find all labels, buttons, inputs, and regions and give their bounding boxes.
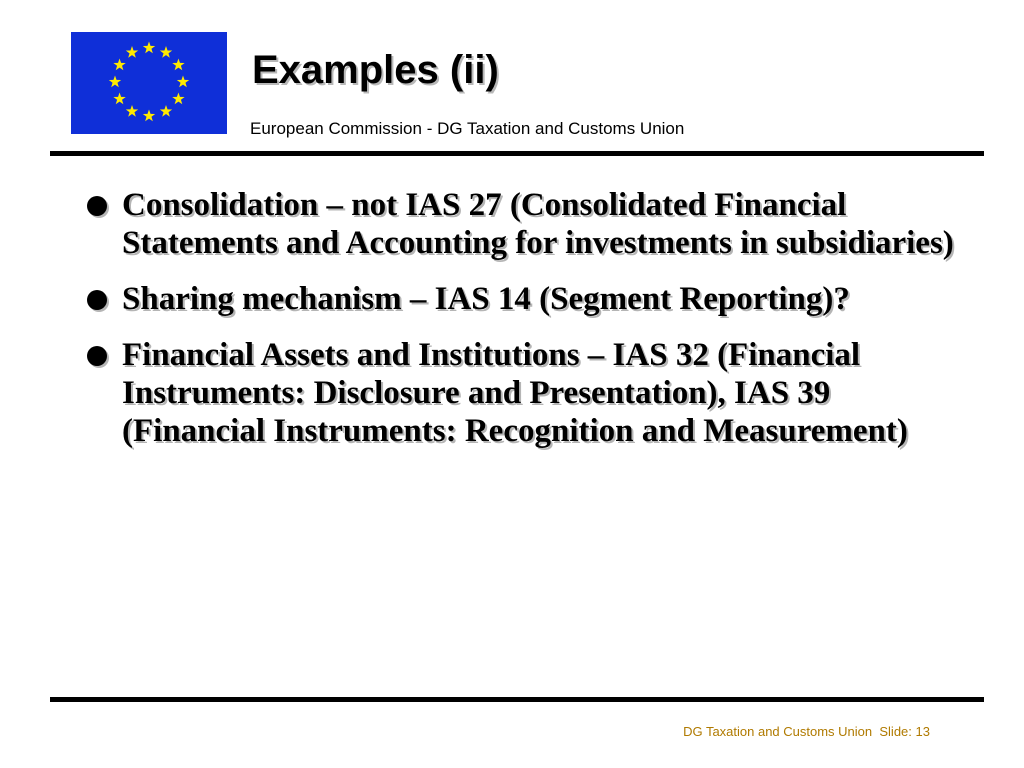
flag-star-icon: [160, 46, 172, 58]
flag-star-icon: [113, 59, 125, 71]
bullet-dot-icon: [87, 196, 107, 216]
flag-star-icon: [172, 59, 184, 71]
bullet-text: Consolidation – not IAS 27 (Consolidated Financial Statements and Accounting for investments in subsidiaries): [122, 187, 954, 261]
bullet-item: [84, 186, 964, 262]
footer-slide-label: Slide:: [879, 724, 912, 739]
flag-star-icon: [126, 46, 138, 58]
footer-slide-number: 13: [915, 724, 930, 739]
flag-star-icon: [143, 110, 155, 122]
footer-divider: [50, 697, 984, 702]
flag-star-icon: [143, 42, 155, 54]
flag-star-icon: [177, 76, 189, 88]
bullet-item: [84, 280, 964, 318]
flag-star-icon: [160, 105, 172, 117]
header-divider: [50, 151, 984, 156]
flag-star-icon: [109, 76, 121, 88]
bullet-dot-icon: [87, 290, 107, 310]
bullet-text: Financial Assets and Institutions – IAS 32 (Financial Instruments: Disclosure and Presentation), IAS 39 (Financial Instruments: Recognition and Measurement): [122, 337, 908, 449]
bullet-item: [84, 336, 964, 450]
bullet-dot-icon: [87, 346, 107, 366]
slide-footer: [683, 724, 930, 740]
bullet-list: [84, 186, 964, 468]
eu-flag-icon: [71, 32, 227, 134]
flag-star-icon: [126, 105, 138, 117]
footer-org: DG Taxation and Customs Union: [683, 724, 873, 739]
flag-star-icon: [113, 93, 125, 105]
bullet-text: Sharing mechanism – IAS 14 (Segment Reporting)?: [122, 281, 850, 317]
page-title: Examples (ii): [252, 48, 499, 92]
flag-star-icon: [172, 93, 184, 105]
page-subtitle: European Commission - DG Taxation and Customs Union: [250, 119, 685, 138]
